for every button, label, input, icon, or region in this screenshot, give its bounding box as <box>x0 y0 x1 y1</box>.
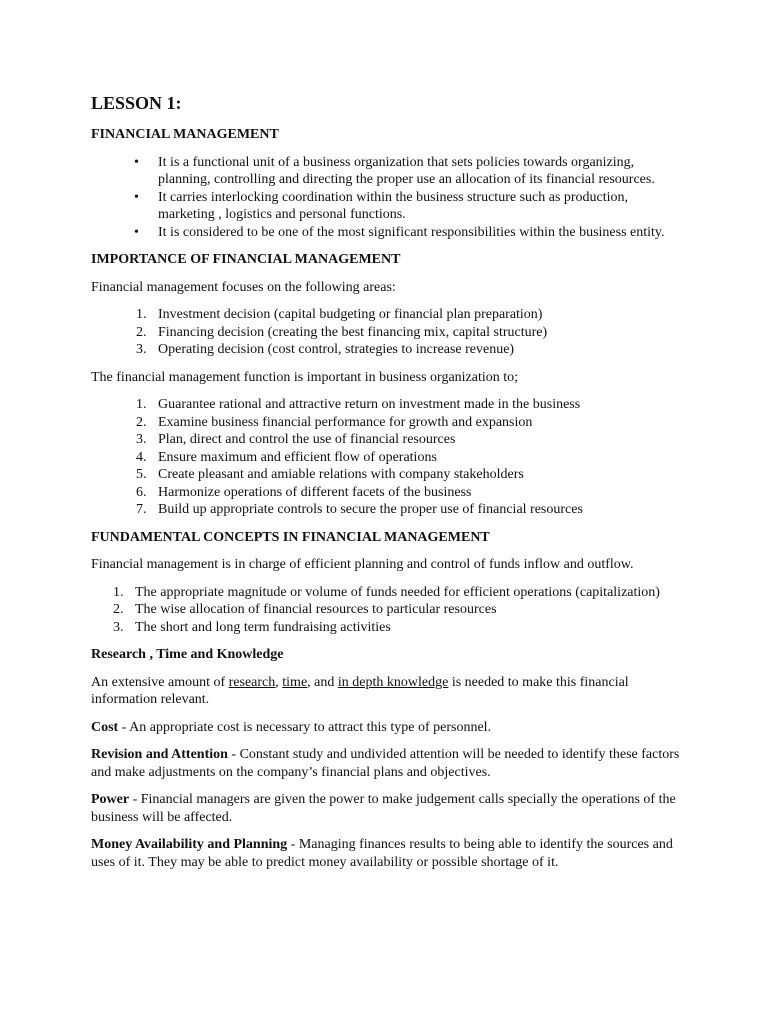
section-heading-fundamental-concepts: FUNDAMENTAL CONCEPTS IN FINANCIAL MANAGEMENT <box>91 529 490 545</box>
list-item: • It is a functional unit of a business organization that sets policies towards organizing, planning, controlling and directing the proper use an allocation of its financial resources. <box>134 154 655 187</box>
document-page <box>91 90 681 881</box>
term: Power <box>91 792 130 807</box>
list-item: 1. The appropriate magnitude or volume of funds needed for efficient operations (capitalization) <box>113 584 660 600</box>
underlined-term: time <box>282 674 308 690</box>
paragraph-power: Power - Financial managers are given the power to make judgement calls specially the operations of the business will be affected. <box>91 792 676 825</box>
list-item: 1. Guarantee rational and attractive return on investment made in the business <box>136 397 581 412</box>
list-item: • It carries interlocking coordination within the business structure such as production, marketing , logistics and personal functions. <box>134 189 629 222</box>
term: Revision and Attention <box>91 747 228 762</box>
underlined-term: in depth knowledge <box>337 674 449 690</box>
paragraph: The financial management function is important in business organization to; <box>91 369 519 385</box>
bullet-icon: • <box>134 224 139 240</box>
list-item: • It is considered to be one of the most significant responsibilities within the business entity. <box>134 224 665 240</box>
list-item: 3. Operating decision (cost control, strategies to increase revenue) <box>136 342 515 357</box>
list-item: 4. Ensure maximum and efficient flow of operations <box>136 449 437 465</box>
bullet-icon: • <box>134 189 139 205</box>
list-item: 3. Plan, direct and control the use of financial resources <box>136 432 456 447</box>
paragraph-money: Money Availability and Planning - Managing finances results to being able to identify the sources and uses of it. They may be able to predict money availability or possible shortage of it. <box>91 837 673 870</box>
list-item: 2. Financing decision (creating the best financing mix, capital structure) <box>136 324 548 340</box>
section-heading-importance: IMPORTANCE OF FINANCIAL MANAGEMENT <box>91 252 401 267</box>
paragraph: An extensive amount of research, time, and in depth knowledge is needed to make this financial information relevant. <box>91 674 629 707</box>
paragraph-revision: Revision and Attention - Constant study and undivided attention will be needed to identify these factors and make adjustments on the company’s financial plans and objectives. <box>91 747 680 780</box>
term: Money Availability and Planning <box>91 837 288 852</box>
subheading-research-time-knowledge: Research , Time and Knowledge <box>91 647 284 662</box>
list-item: 2. Examine business financial performance for growth and expansion <box>136 414 533 430</box>
paragraph-cost: Cost - An appropriate cost is necessary to attract this type of personnel. <box>91 719 492 735</box>
list-item: 7. Build up appropriate controls to secure the proper use of financial resources <box>136 502 583 517</box>
paragraph: Financial management is in charge of efficient planning and control of funds inflow and outflow. <box>91 557 634 572</box>
bullet-list <box>91 154 681 242</box>
list-item: 6. Harmonize operations of different facets of the business <box>136 484 472 500</box>
numbered-list-functions <box>91 396 681 519</box>
list-item: 5. Create pleasant and amiable relations with company stakeholders <box>136 467 524 482</box>
list-item: 2. The wise allocation of financial resources to particular resources <box>113 602 497 617</box>
list-item: 1. Investment decision (capital budgeting or financial plan preparation) <box>136 307 543 322</box>
section-heading-financial-management: FINANCIAL MANAGEMENT <box>91 127 279 142</box>
numbered-list-areas <box>91 306 681 359</box>
list-item: 3. The short and long term fundraising activities <box>113 619 391 635</box>
bullet-icon: • <box>134 154 139 170</box>
numbered-list-concepts <box>91 584 681 637</box>
term: Cost <box>91 719 119 735</box>
lesson-title: LESSON 1: <box>91 93 182 113</box>
paragraph: Financial management focuses on the following areas: <box>91 279 396 295</box>
underlined-term: research <box>228 674 276 690</box>
